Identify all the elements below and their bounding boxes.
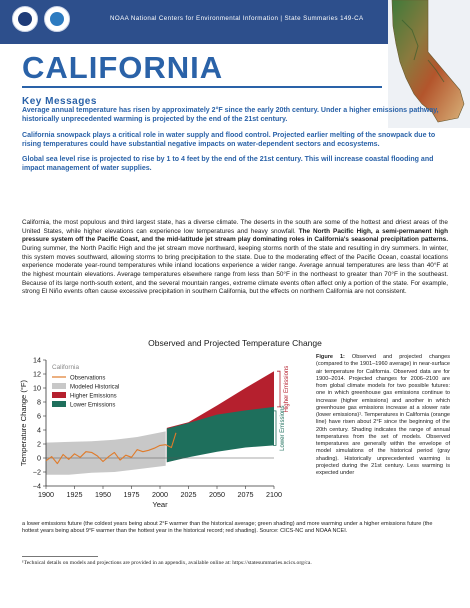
legend-observations: Observations: [70, 375, 106, 382]
legend-higher-emissions: Higher Emissions: [70, 393, 117, 400]
y-axis-title: Temperature Change (°F): [19, 379, 28, 467]
higher-emissions-side-label: Higher Emissions: [284, 365, 290, 413]
y-tick-label: 0: [37, 453, 41, 463]
legend-modeled-historical: Modeled Historical: [70, 384, 120, 391]
y-tick-label: 6: [37, 411, 41, 421]
x-tick-label: 1925: [66, 490, 83, 499]
y-tick-label: 12: [33, 369, 41, 379]
figure-caption-text: Observed and projected changes (compared to the 1901–1960 average) in near-surface air temperature for California. Observed data are for 1900–2014. Projected changes for 2006–2100 are from global climate models for two possible futures: one in which greenhouse gas emissions continue to increase (higher emissions) and another in which greenhouse gas emissions increase at a slower rate (lower emissions)¹. Temperatures in California (orange line) have risen about 2°F since the beginning of the 20th century. Shading indicates the range of annual temperatures from the set of models. Observed temperatures are generally within the envelope of model simulations of the historical period (gray shading). Historically unprecedented warming is projected during the 21st century. Less warming is expected under: [316, 354, 450, 476]
y-tick-label: 4: [37, 425, 41, 435]
x-axis-title: Year: [152, 500, 168, 509]
inset-label: California: [52, 364, 79, 371]
body-paragraph: [22, 219, 448, 297]
y-tick-label: 8: [37, 397, 41, 407]
key-messages: [22, 106, 448, 180]
body-bold-sentence: The North Pacific High, a semi-permanent high pressure system off the Pacific Coast, and the mid-latitude jet stream play dominating roles in California's seasonal precipitation patterns.: [22, 227, 448, 244]
body-part-2: During summer, the North Pacific High and the jet stream move northward, keeping storms north of the state and resulting in dry summers. In winter, this system moves southward, allowing storms to bring precipitation to the state. Due to the moderating effect of the Pacific Ocean, coastal locations experience moderate year-round temperatures while inland locations experience a wider range. Average annual temperatures are less than 40°F at the highest mountain elevations. Average temperatures elsewhere range from less than 50°F in the northeast to greater than 70°F in the southeast. Because of its large north-south extent, and the several mountain ranges, extreme climate events often affect only a portion of the state. For example, strong El Niño events often cause excessive precipitation in southern California, but the effects on northern California are not consistent.: [22, 244, 448, 296]
key-messages-heading: Key Messages: [22, 96, 97, 107]
legend-lower-emissions-swatch: [52, 401, 66, 407]
figure-label: Figure 1:: [316, 354, 345, 360]
legend-modeled-historical-swatch: [52, 383, 66, 389]
x-tick-label: 1975: [123, 490, 140, 499]
footnote-rule: [22, 556, 98, 557]
noaa-logo-icon[interactable]: [44, 6, 70, 32]
figure-caption-continued: a lower emissions future (the coldest years being about 2°F warmer than the historical average; green shading) and more warming under a higher emissions future (the hottest years being about 9°F warmer than the hottest year in the historical record; red shading). Source: CICS-NC and NOAA NCEI.: [22, 521, 433, 535]
x-tick-label: 2075: [237, 490, 254, 499]
x-tick-label: 1950: [95, 490, 111, 499]
chart-title: Observed and Projected Temperature Change: [148, 338, 322, 348]
key-message-1: Average annual temperature has risen by approximately 2°F since the early 20th century. Under a higher emissions pathway, historically unprecedented warming is projected by the end of the 21st century.: [22, 107, 439, 124]
y-tick-label: −2: [32, 467, 41, 477]
x-tick-label: 2050: [209, 490, 225, 499]
page-title: CALIFORNIA: [22, 50, 224, 85]
figure-caption: [316, 354, 450, 477]
legend-lower-emissions: Lower Emissions: [70, 402, 116, 409]
footnote: ¹Technical details on models and projections are provided in an appendix, available online at: https://statesummaries.ncics.org/ca.: [22, 560, 312, 566]
lower-emissions-band: [167, 407, 274, 462]
x-tick-label: 2025: [180, 490, 197, 499]
body-part-1: California, the most populous and third largest state, has a diverse climate. The deserts in the south are some of the hottest and driest areas of the United States, while higher elevations can experience low temperatures and heavy snowfall.: [22, 219, 448, 235]
y-tick-label: 2: [37, 439, 41, 449]
modeled-historical-band: [46, 431, 166, 474]
higher-emissions-bracket: [277, 371, 280, 407]
temperature-chart: [16, 352, 312, 520]
y-tick-label: −4: [32, 481, 41, 491]
x-tick-label: 2100: [266, 490, 282, 499]
legend-higher-emissions-swatch: [52, 392, 66, 398]
x-tick-label: 1900: [38, 490, 54, 499]
y-tick-label: 14: [33, 355, 41, 365]
y-tick-label: 10: [33, 383, 41, 393]
key-message-3: Global sea level rise is projected to rise by 1 to 4 feet by the end of the 21st century. This will increase coastal flooding and impact management of water supplies.: [22, 156, 434, 173]
commerce-seal-icon[interactable]: [12, 6, 38, 32]
key-message-2: California snowpack plays a critical role in water supply and flood control. Projected earlier melting of the snowpack due to rising temperatures could have substantial negative impacts on water-dependent sectors and ecosystems.: [22, 131, 436, 148]
header-text: NOAA National Centers for Environmental Information | State Summaries 149-CA: [110, 15, 364, 22]
x-tick-label: 2000: [152, 490, 168, 499]
title-rule: [22, 86, 382, 88]
lower-emissions-side-label: Lower Emissions: [280, 405, 286, 451]
